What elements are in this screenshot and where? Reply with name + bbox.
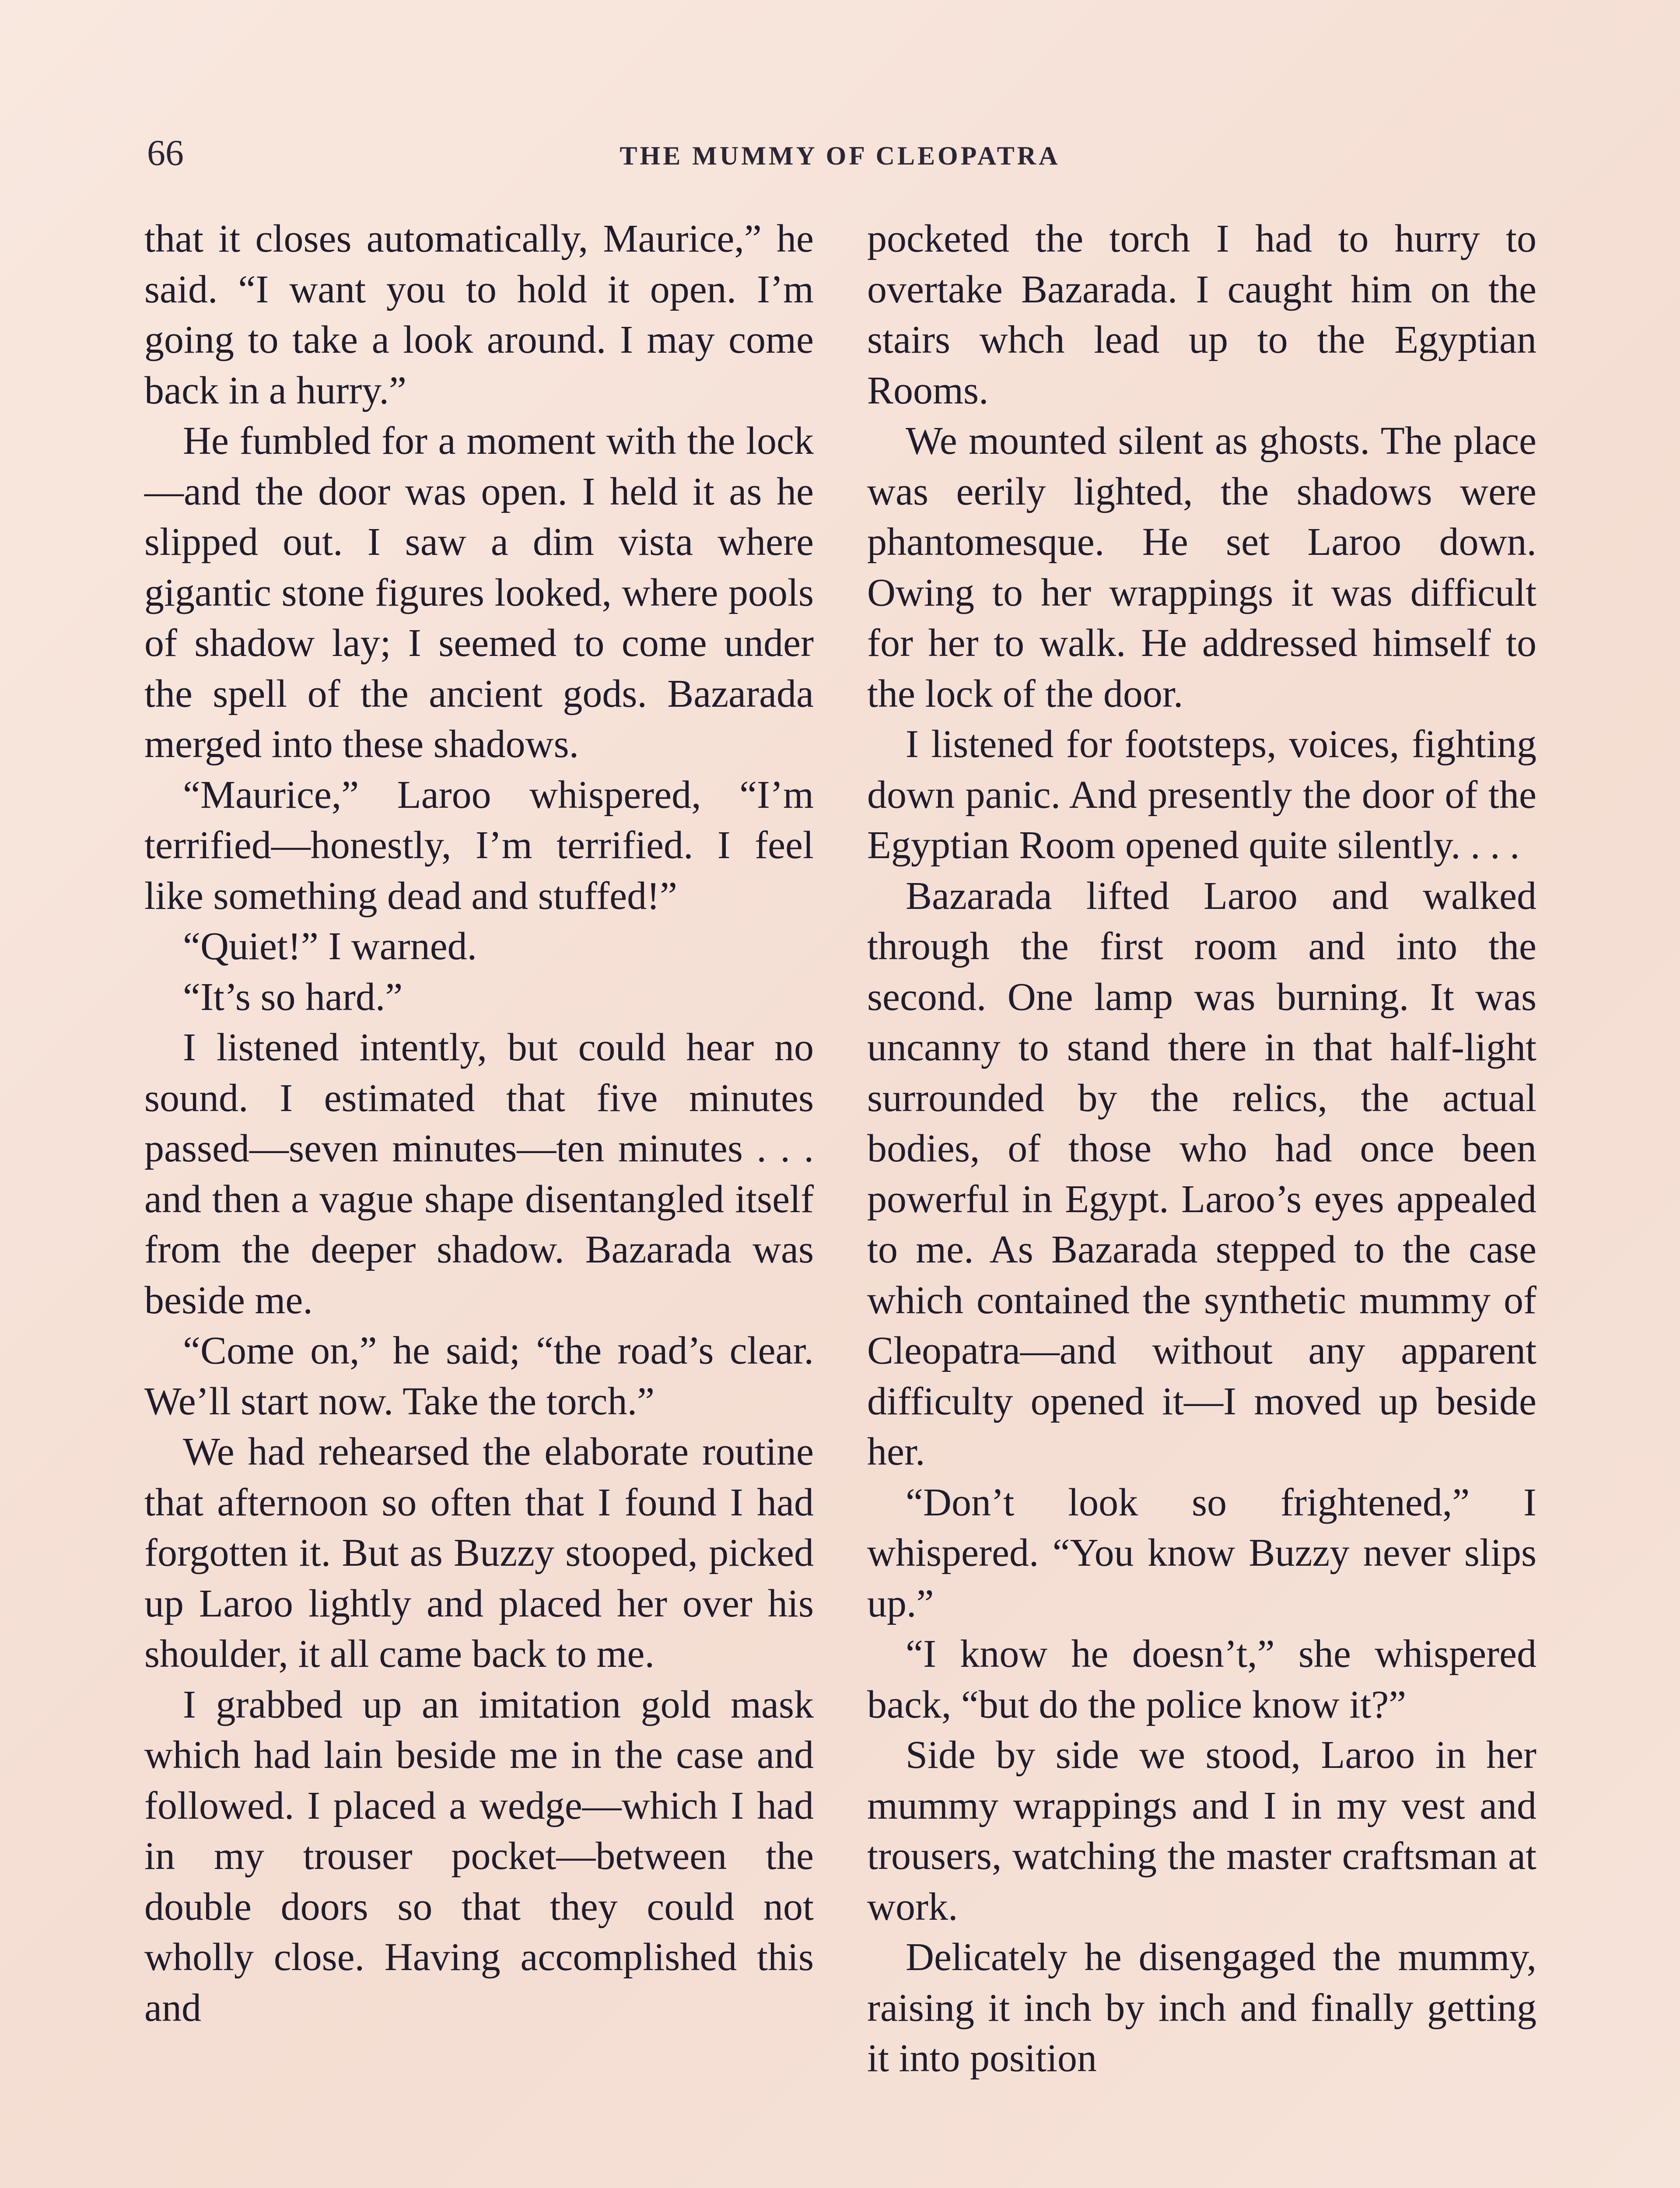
paragraph: Delicately he disengaged the mummy, raising it inch by inch and finally getting it into position (867, 1936, 1536, 2080)
paragraph: We mounted silent as ghosts. The place was eerily lighted, the shadows were phantomesque. He set Laroo down. Owing to her wrappings it was difficult for her to walk. He addressed himself to the lock of the door. (867, 419, 1536, 715)
paragraph: He fumbled for a moment with the lock—and the door was open. I held it as he slipped out. I saw a dim vista where gigantic stone figures looked, where pools of shadow lay; I seemed to come under the spell of the ancient gods. Bazarada merged into these shadows. (144, 419, 814, 766)
paragraph: “Quiet!” I warned. (183, 925, 477, 968)
paragraph: Side by side we stood, Laroo in her mummy wrappings and I in my vest and trousers, watching the master craftsman at work. (867, 1733, 1536, 1929)
right-column (867, 214, 1536, 2084)
paragraph: I listened for footsteps, voices, fighting down panic. And presently the door of the Egyptian Room opened quite silently. . . . (867, 722, 1536, 867)
paragraph: pocketed the torch I had to hurry to overtake Bazarada. I caught him on the stairs whch lead up to the Egyptian Rooms. (867, 217, 1536, 412)
paragraph: “Don’t look so frightened,” I whispered. “You know Buzzy never slips up.” (867, 1480, 1536, 1625)
paragraph: Bazarada lifted Laroo and walked through the first room and into the second. One lamp was burning. It was uncanny to stand there in that half-light surrounded by the relics, the actual bodies, of those who had once been powerful in Egypt. Laroo’s eyes appealed to me. As Bazarada stepped to the case which contained the synthetic mummy of Cleopatra—and without any apparent difficulty opened it—I moved up beside her. (867, 874, 1536, 1473)
paragraph: We had rehearsed the elaborate routine that afternoon so often that I found I had forgotten it. But as Buzzy stooped, picked up Laroo lightly and placed her over his shoulder, it all came back to me. (144, 1430, 814, 1676)
paragraph: I grabbed up an imitation gold mask which had lain beside me in the case and followed. I placed a wedge—which I had in my trouser pocket—between the double doors so that they could not wholly close. Having accomplished this and (144, 1683, 814, 2030)
left-column (144, 214, 814, 2033)
running-title: THE MUMMY OF CLEOPATRA (620, 141, 1060, 170)
page-number: 66 (147, 133, 184, 173)
paragraph: “I know he doesn’t,” she whispered back, “but do the police know it?” (867, 1632, 1536, 1726)
paragraph: that it closes automatically, Maurice,” he said. “I want you to hold it open. I’m going to take a look around. I may come back in a hurry.” (144, 217, 814, 412)
paragraph: I listened intently, but could hear no sound. I estimated that five minutes passed—seven minutes—ten minutes . . . and then a vague shape disentangled itself from the deeper shadow. Bazarada was beside me. (144, 1026, 814, 1322)
paragraph: “It’s so hard.” (183, 975, 403, 1019)
paragraph: “Come on,” he said; “the road’s clear. We’ll start now. Take the torch.” (144, 1329, 814, 1423)
paragraph: “Maurice,” Laroo whispered, “I’m terrified—honestly, I’m terrified. I feel like something dead and stuffed!” (144, 773, 814, 918)
